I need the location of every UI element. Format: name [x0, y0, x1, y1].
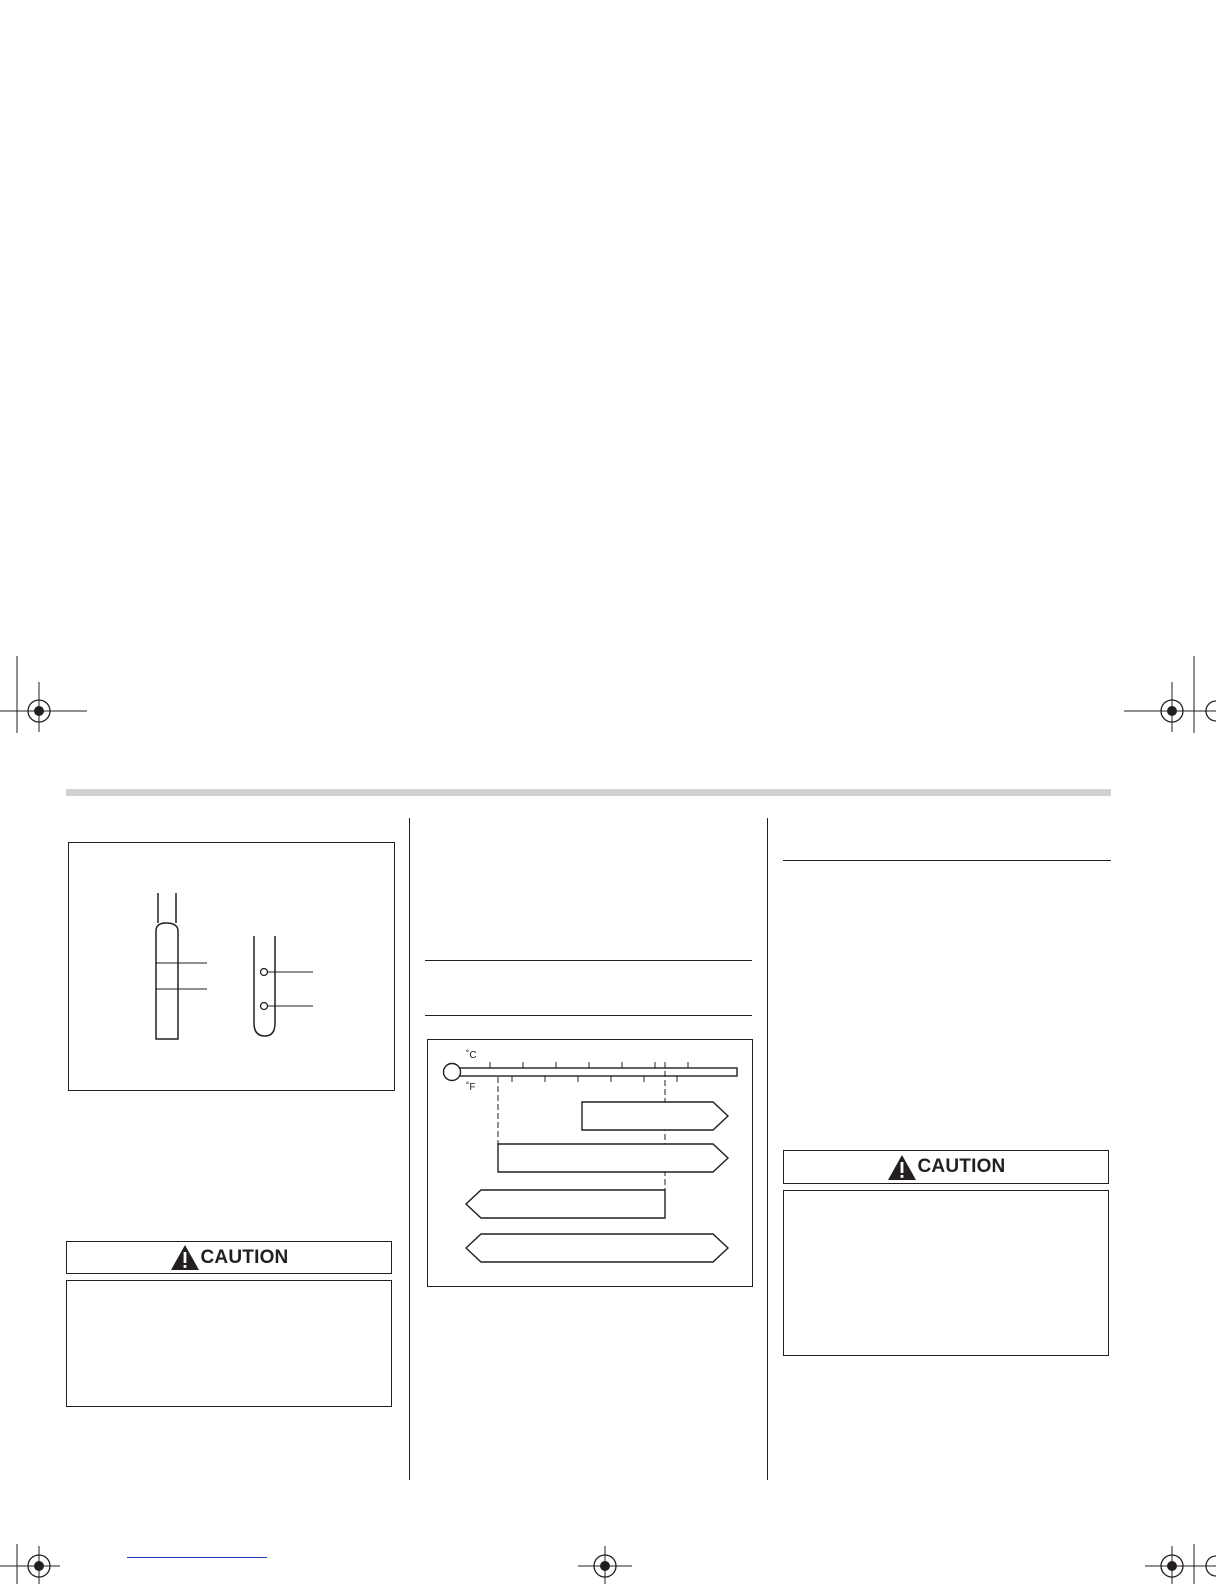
caution-body-right [783, 1190, 1109, 1356]
warning-triangle-icon [887, 1154, 917, 1181]
warning-triangle-icon [170, 1244, 200, 1271]
registration-mark-top-right [1120, 655, 1224, 735]
registration-mark-bottom-right [1120, 1540, 1224, 1584]
temperature-range-diagram [428, 1040, 754, 1288]
registration-mark-top-left [0, 655, 100, 735]
celsius-unit-label: ˚C [466, 1050, 477, 1061]
header-bar [66, 789, 1111, 796]
caution-heading-right [783, 1150, 1109, 1184]
dipstick-illustration [69, 843, 396, 1092]
caution-label-left: CAUTION [200, 1246, 289, 1268]
registration-mark-bottom-left [0, 1540, 100, 1584]
column-divider-right [767, 818, 768, 1480]
caution-heading-left [66, 1241, 392, 1274]
column-divider-left [409, 818, 410, 1480]
section-rule-middle-1 [425, 960, 752, 961]
section-rule-right [783, 860, 1111, 861]
caution-label-right: CAUTION [917, 1156, 1006, 1177]
footer-link-rule [127, 1557, 267, 1558]
caution-body-left [66, 1280, 392, 1407]
section-rule-middle-2 [425, 1015, 752, 1016]
temperature-chart [427, 1039, 753, 1287]
registration-mark-bottom-center [570, 1540, 640, 1584]
dipstick-figure [68, 842, 395, 1091]
fahrenheit-unit-label: ˚F [466, 1082, 476, 1093]
